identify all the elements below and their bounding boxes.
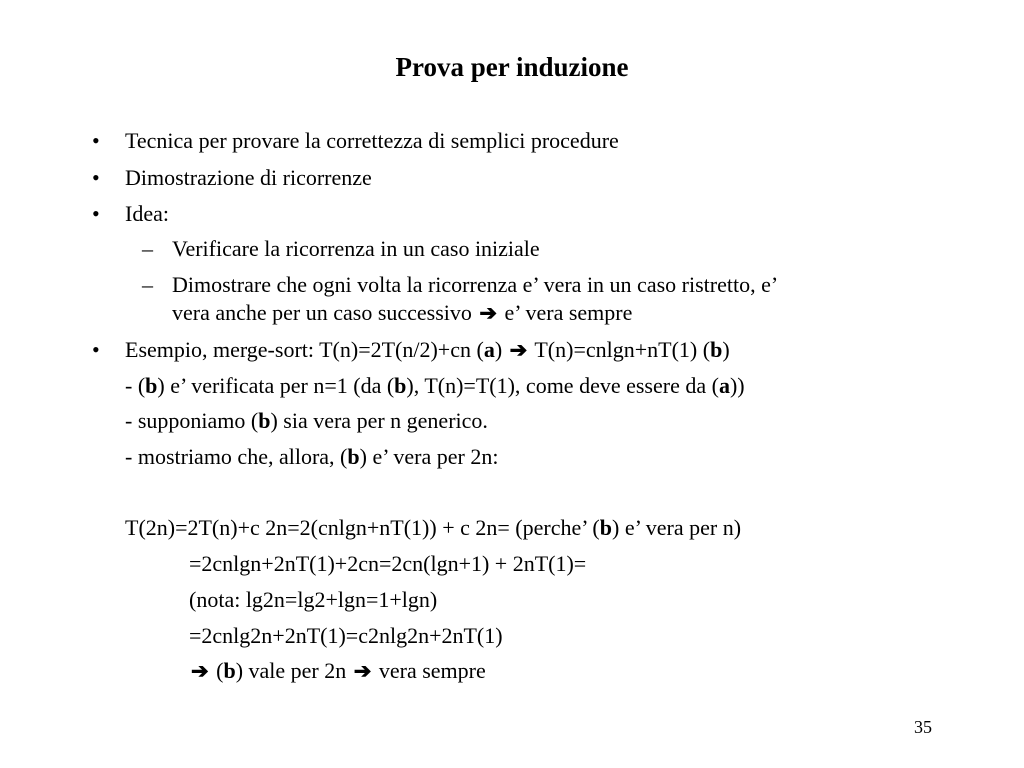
bullet-marker: • xyxy=(92,337,100,362)
proof-base-case xyxy=(125,373,745,399)
label-b: b xyxy=(223,658,236,683)
equation-line-4: =2cnlg2n+2nT(1)=c2nlg2n+2nT(1) xyxy=(189,623,503,648)
sub-bullet-dash: – xyxy=(142,236,153,261)
proof-text: ) e’ vera per 2n: xyxy=(359,444,499,469)
page-number: 35 xyxy=(914,717,932,737)
equation-line-1 xyxy=(125,515,741,541)
proof-text: - mostriamo che, allora, ( xyxy=(125,444,348,469)
proof-text: ) sia vera per n generico. xyxy=(270,408,488,433)
bullet-marker: • xyxy=(92,128,100,153)
sub-bullet-prove-line1: Dimostrare che ogni volta la ricorrenza e’ vera in un caso ristretto, e’ xyxy=(172,272,779,297)
label-b: b xyxy=(710,337,723,362)
equation-conclusion xyxy=(189,658,486,684)
equation-text: ) e’ vera per n) xyxy=(612,515,742,540)
sub-bullet-prove-line2 xyxy=(172,300,632,326)
label-b: b xyxy=(394,373,407,398)
label-b: b xyxy=(599,515,612,540)
equation-text: ) vale per 2n xyxy=(235,658,347,683)
label-b: b xyxy=(145,373,158,398)
bullet-recurrences: Dimostrazione di ricorrenze xyxy=(125,165,372,190)
slide-title: Prova per induzione xyxy=(395,52,629,82)
sub-bullet-prove-text: vera anche per un caso successivo xyxy=(172,300,472,325)
sub-bullet-prove-tail: e’ vera sempre xyxy=(504,300,633,325)
label-b: b xyxy=(258,408,271,433)
label-a: a xyxy=(718,373,730,398)
sub-bullet-dash: – xyxy=(142,272,153,297)
example-paren: ) xyxy=(722,337,730,362)
equation-note: (nota: lg2n=lg2+lgn=1+lgn) xyxy=(189,587,438,612)
proof-inductive-step xyxy=(125,444,498,470)
example-solution: T(n)=cnlgn+nT(1) ( xyxy=(534,337,711,362)
bullet-example xyxy=(125,337,730,363)
bullet-technique: Tecnica per provare la correttezza di semplici procedure xyxy=(125,128,619,153)
bullet-idea: Idea: xyxy=(125,201,169,226)
proof-text: - supponiamo ( xyxy=(125,408,259,433)
equation-text: ( xyxy=(216,658,224,683)
arrow-right-icon: ➔ xyxy=(509,338,528,362)
label-a: a xyxy=(483,337,495,362)
proof-text: ), T(n)=T(1), come deve essere da ( xyxy=(406,373,719,398)
arrow-right-icon: ➔ xyxy=(191,659,209,683)
proof-hypothesis xyxy=(125,408,488,434)
bullet-marker: • xyxy=(92,201,100,226)
proof-text: )) xyxy=(729,373,745,398)
sub-bullet-verify: Verificare la ricorrenza in un caso iniziale xyxy=(172,236,540,261)
bullet-marker: • xyxy=(92,165,100,190)
proof-text: - ( xyxy=(125,373,146,398)
arrow-right-icon: ➔ xyxy=(479,301,498,325)
arrow-right-icon: ➔ xyxy=(353,659,372,683)
equation-text: T(2n)=2T(n)+c 2n=2(cnlgn+nT(1)) + c 2n= (perche’ ( xyxy=(125,515,600,540)
example-recurrence: Esempio, merge-sort: T(n)=2T(n/2)+cn ( xyxy=(125,337,484,362)
label-b: b xyxy=(347,444,360,469)
equation-line-2: =2cnlgn+2nT(1)+2cn=2cn(lgn+1) + 2nT(1)= xyxy=(189,551,587,576)
equation-text: vera sempre xyxy=(378,658,486,683)
example-paren: ) xyxy=(494,337,503,362)
proof-text: ) e’ verificata per n=1 (da ( xyxy=(157,373,395,398)
